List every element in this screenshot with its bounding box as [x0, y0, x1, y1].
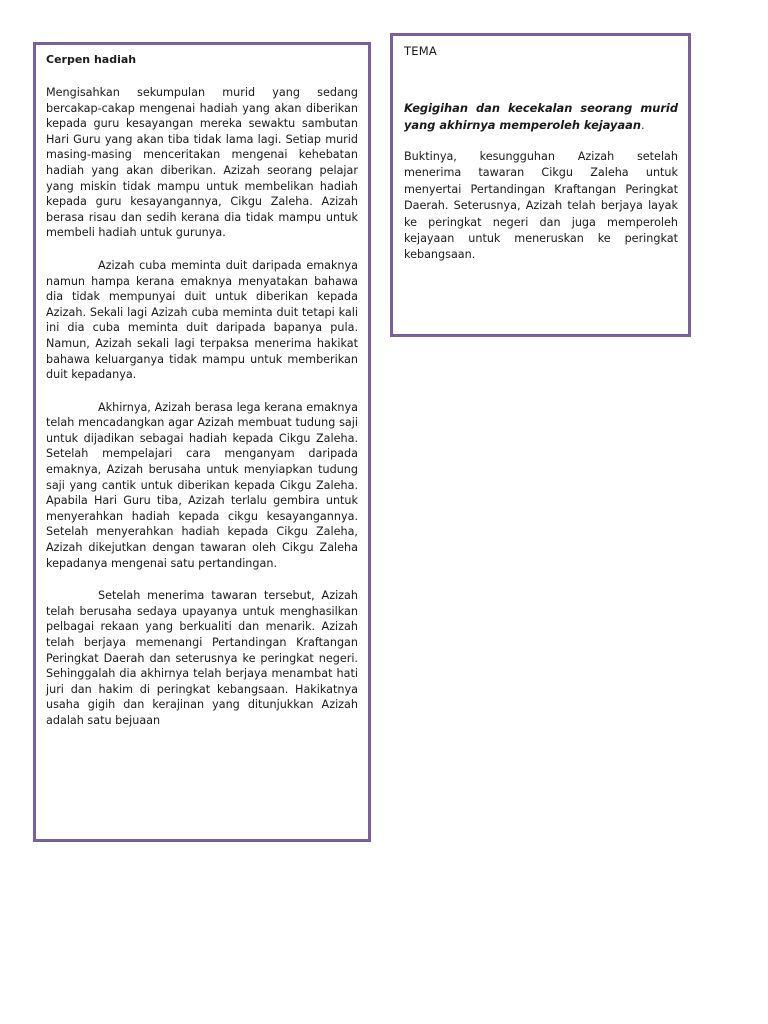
story-paragraph-4: Setelah menerima tawaran tersebut, Azizah telah berusaha sedaya upayanya untuk menghasilkan pelbagai rekaan yang berkualiti dan menarik. Azizah telah berjaya memenangi Pertandingan Kraftangan Peringkat Daerah dan seterusnya ke peringkat negeri. Sehinggalah dia akhirnya telah berjaya menambat hati juri dan hakim di peringkat kebangsaan. Hakikatnya usaha gigih dan kerajinan yang ditunjukkan Azizah adalah satu bejuaan	[46, 589, 358, 727]
story-paragraph-1: Mengisahkan sekumpulan murid yang sedang bercakap-cakap mengenai hadiah yang akan diberikan kepada guru kesayangan mereka sewaktu sambutan Hari Guru yang akan tiba tidak lama lagi. Setiap murid masing-masing menceritakan mengenai kehebatan hadiah yang akan diberikan. Azizah seorang pelajar yang miskin tidak mampu untuk membelikan hadiah kepada guru kesayangannya, Cikgu Zaleha. Azizah berasa risau dan sedih kerana dia tidak mampu untuk membeli hadiah untuk gurunya.	[46, 86, 358, 240]
theme-label: TEMA	[404, 44, 437, 58]
theme-evidence: Buktinya, kesungguhan Azizah setelah menerima tawaran Cikgu Zaleha untuk menyertai Pertandingan Kraftangan Peringkat Daerah. Seterusnya, Azizah telah berjaya layak ke peringkat negeri dan juga memperoleh kejayaan untuk meneruskan ke peringkat kebangsaan.	[404, 150, 678, 262]
story-title: Cerpen hadiah	[46, 53, 137, 66]
story-paragraph-2: Azizah cuba meminta duit daripada emaknya namun hampa kerana emaknya menyatakan bahawa dia tidak mempunyai duit untuk diberikan kepada Azizah. Sekali lagi Azizah cuba meminta duit tetapi kali ini dia cuba meminta duit daripada bapanya pula. Namun, Azizah sekali lagi terpaksa menerima hakikat bahawa keluarganya tidak mampu untuk memberikan duit kepadanya.	[46, 258, 358, 382]
theme-content	[393, 36, 688, 264]
theme-panel	[390, 33, 691, 337]
theme-statement-period: .	[640, 118, 645, 132]
story-paragraph-3: Akhirnya, Azizah berasa lega kerana emaknya telah mencadangkan agar Azizah membuat tudung saji untuk dijadikan sebagai hadiah kepada Cikgu Zaleha. Setelah mempelajari cara menganyam daripada emaknya, Azizah berusaha untuk menyiapkan tudung saji yang cantik untuk diberikan kepada Cikgu Zaleha. Apabila Hari Guru tiba, Azizah terlalu gembira untuk menyerahkan hadiah kepada cikgu kesayangannya. Setelah menyerahkan hadiah kepada Cikgu Zaleha, Azizah dikejutkan dengan tawaran oleh Cikgu Zaleha kepadanya mengenai satu pertandingan.	[46, 400, 358, 570]
story-panel	[33, 42, 371, 842]
story-content	[36, 45, 368, 729]
theme-statement	[404, 100, 678, 134]
theme-statement-text: Kegigihan dan kecekalan seorang murid yang akhirnya memperoleh kejayaan	[404, 101, 678, 132]
